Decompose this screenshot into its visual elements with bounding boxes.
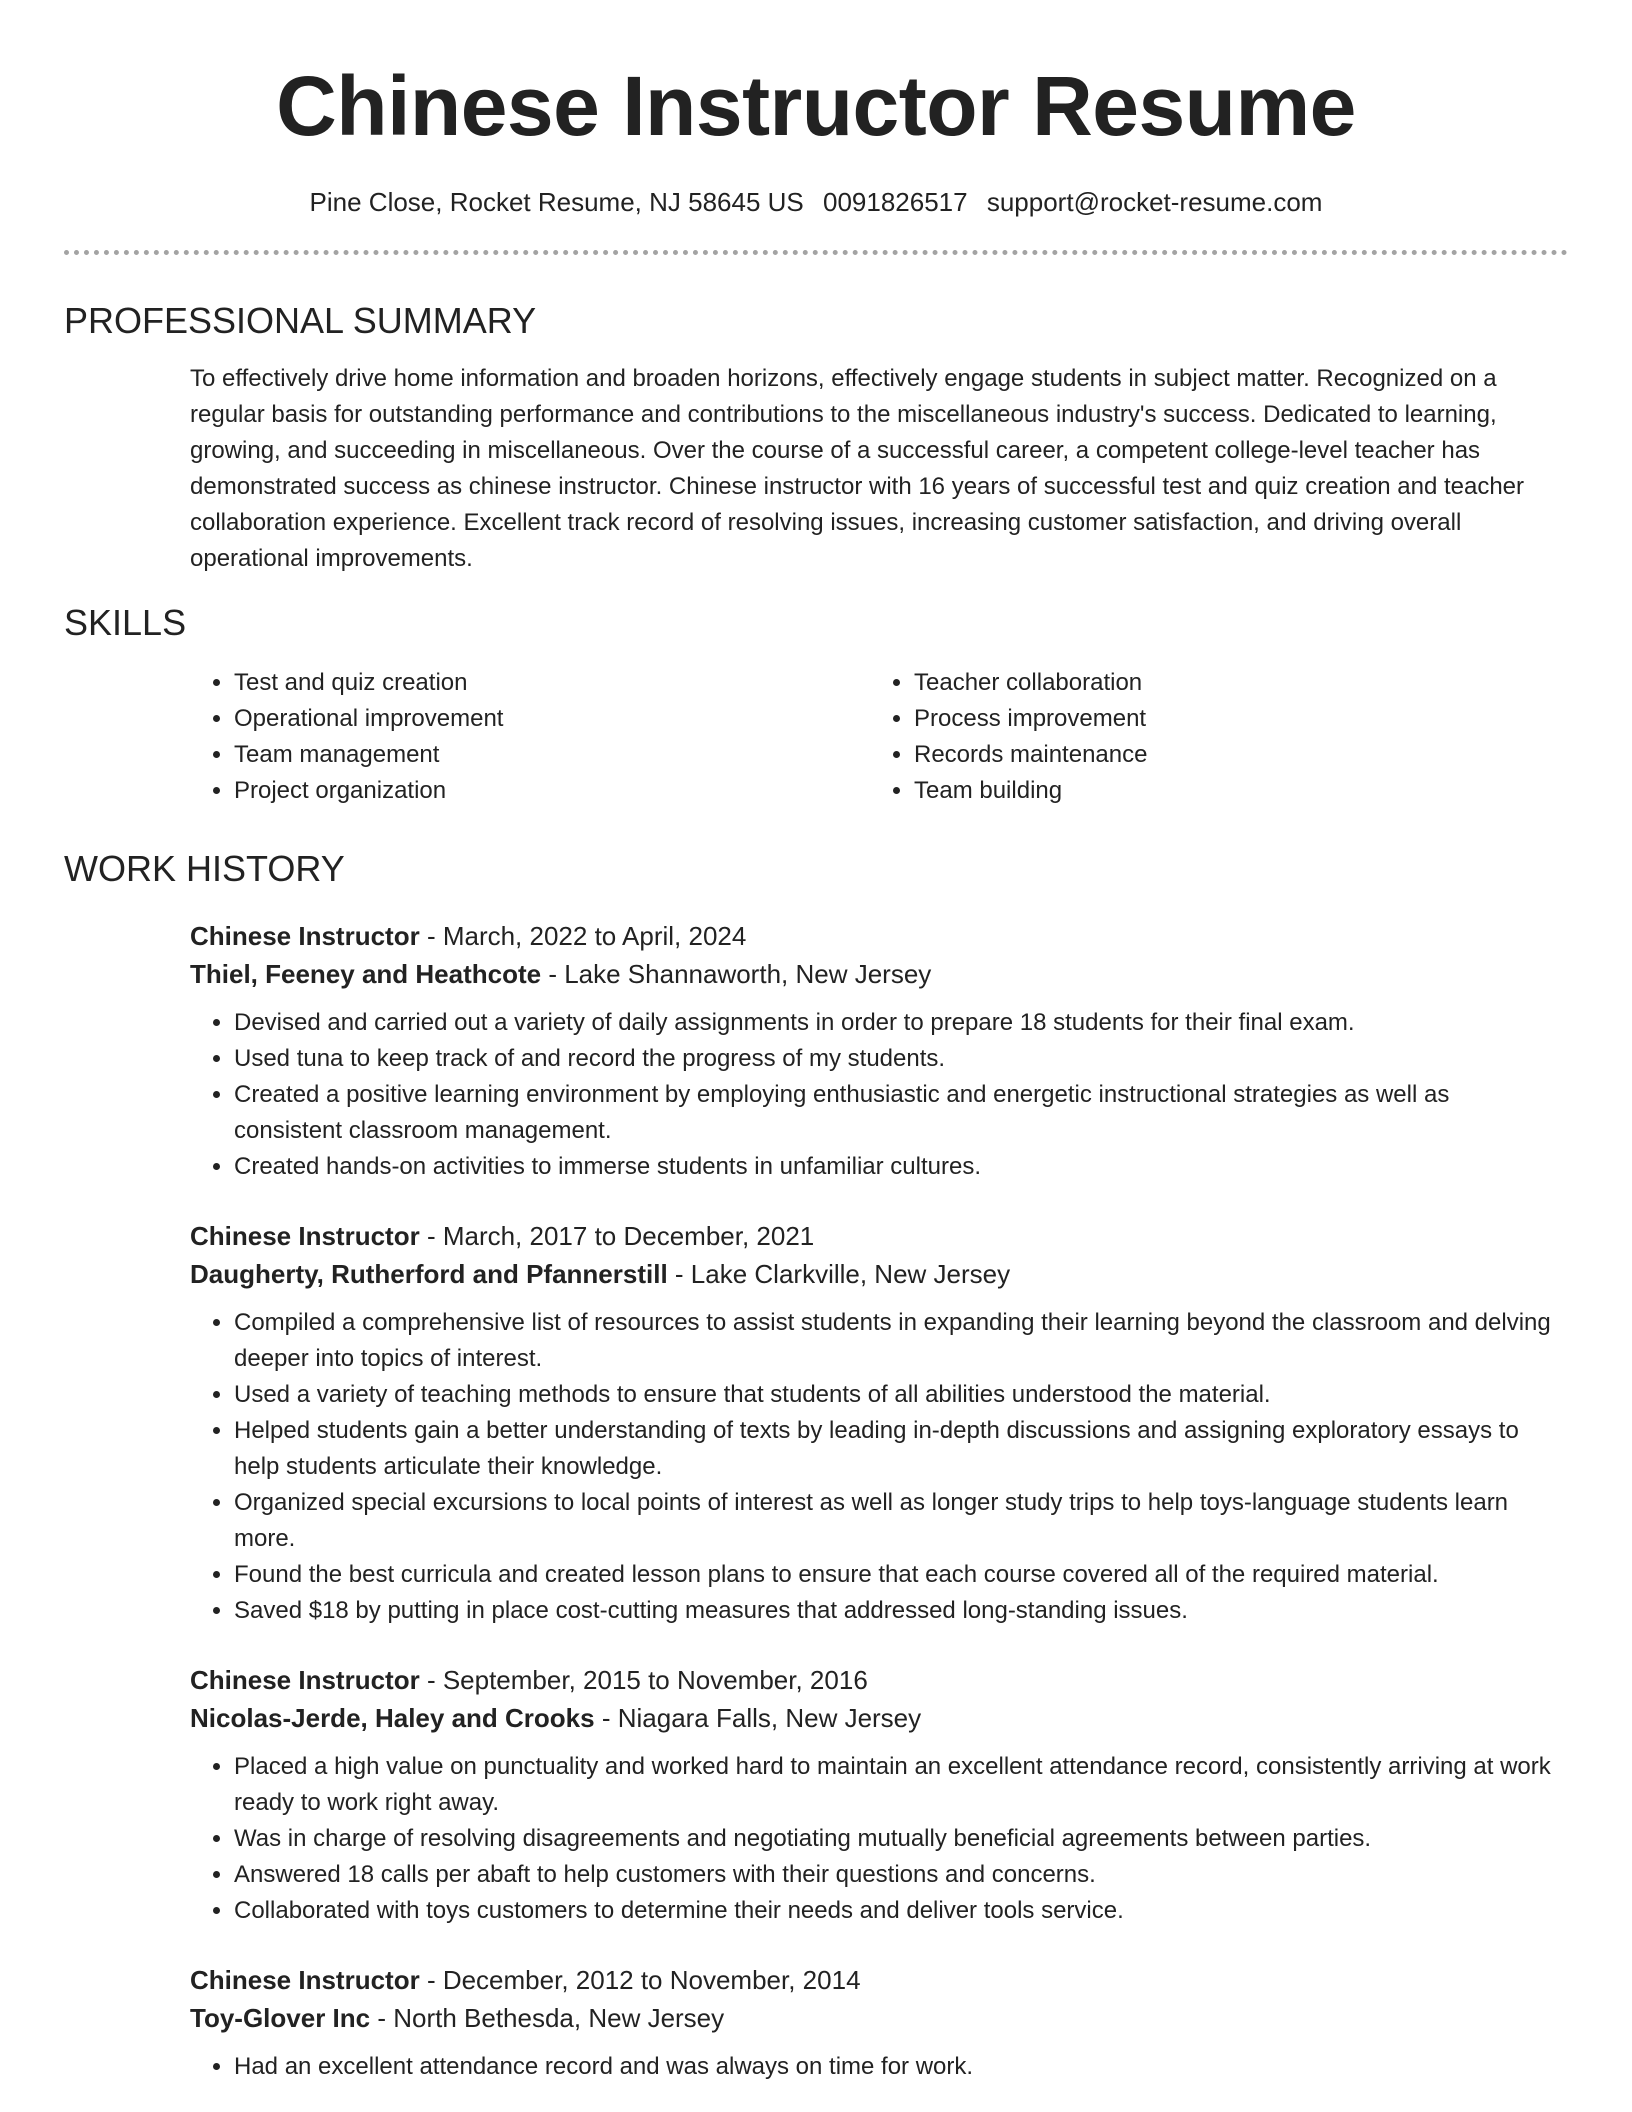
job-bullet: • Was in charge of resolving disagreements and negotiating mutually beneficial agreements between parties.: [234, 1821, 1564, 1857]
job-bullet: • Used tuna to keep track of and record the progress of my students.: [234, 1041, 1564, 1077]
job-bullets: [190, 1005, 1564, 1185]
summary-text: To effectively drive home information and broaden horizons, effectively engage students in subject matter. Recognized on a regular basis for outstanding performance and contributions to the miscellaneous industry's success. Dedicated to learning, growing, and succeeding in miscellaneous. Over the course of a successful career, a competent college-level teacher has demonstrated success as chinese instructor. Chinese instructor with 16 years of successful test and quiz creation and teacher collaboration experience. Excellent track record of resolving issues, increasing customer satisfaction, and driving overall operational improvements.: [190, 365, 1525, 572]
skill-item: • Process improvement: [914, 701, 1550, 737]
job-bullet: • Compiled a comprehensive list of resources to assist students in expanding their learning beyond the classroom and delving deeper into topics of interest.: [234, 1305, 1564, 1377]
resume-title: Chinese Instructor Resume: [276, 59, 1356, 153]
skills-column-right: [870, 665, 1550, 809]
job-bullet: • Collaborated with toys customers to determine their needs and deliver tools service.: [234, 1893, 1564, 1929]
job-bullets: [190, 1749, 1564, 1929]
job-title: Chinese Instructor: [190, 1665, 420, 1695]
job-bullet: • Placed a high value on punctuality and worked hard to maintain an excellent attendance record, consistently arriving at work ready to work right away.: [234, 1749, 1564, 1821]
job-title: Chinese Instructor: [190, 921, 420, 951]
job-entry: [190, 1217, 1568, 1629]
job-title: Chinese Instructor: [190, 1965, 420, 1995]
job-company: Toy-Glover Inc: [190, 2003, 371, 2033]
job-dates: - December, 2012 to November, 2014: [419, 1965, 861, 1995]
job-company-line: [190, 1699, 1568, 1737]
contact-address: Pine Close, Rocket Resume, NJ 58645 US: [309, 187, 804, 217]
skill-item: • Team building: [914, 773, 1550, 809]
job-entry: [190, 1661, 1568, 1929]
work-history-heading: WORK HISTORY: [64, 848, 345, 889]
skills-column-left: [190, 665, 870, 809]
job-company: Nicolas-Jerde, Haley and Crooks: [190, 1703, 595, 1733]
job-bullet: • Found the best curricula and created lesson plans to ensure that each course covered all of the required material.: [234, 1557, 1564, 1593]
job-bullet: • Created a positive learning environment by employing enthusiastic and energetic instructional strategies as well as consistent classroom management.: [234, 1077, 1564, 1149]
job-location: - Niagara Falls, New Jersey: [594, 1703, 922, 1733]
job-dates: - March, 2017 to December, 2021: [419, 1221, 815, 1251]
skill-item: • Test and quiz creation: [234, 665, 870, 701]
skills-list: [190, 665, 1568, 809]
skill-item: • Team management: [234, 737, 870, 773]
job-title-line: [190, 1661, 1568, 1699]
contact-line: [64, 186, 1568, 218]
skill-item: • Teacher collaboration: [914, 665, 1550, 701]
job-bullet: • Created hands-on activities to immerse students in unfamiliar cultures.: [234, 1149, 1564, 1185]
header-divider: [64, 250, 1568, 255]
summary-heading: PROFESSIONAL SUMMARY: [64, 300, 537, 341]
job-entry: [190, 1961, 1568, 2085]
job-company-line: [190, 955, 1568, 993]
job-location: - North Bethesda, New Jersey: [370, 2003, 725, 2033]
job-dates: - March, 2022 to April, 2024: [419, 921, 747, 951]
job-title: Chinese Instructor: [190, 1221, 420, 1251]
job-bullet: • Devised and carried out a variety of daily assignments in order to prepare 18 students for their final exam.: [234, 1005, 1564, 1041]
job-location: - Lake Shannaworth, New Jersey: [541, 959, 932, 989]
job-bullet: • Helped students gain a better understanding of texts by leading in-depth discussions and assigning exploratory essays to help students articulate their knowledge.: [234, 1413, 1564, 1485]
job-title-line: [190, 917, 1568, 955]
job-bullets: [190, 2049, 1564, 2085]
job-bullet: • Organized special excursions to local points of interest as well as longer study trips to help toys-language students learn more.: [234, 1485, 1564, 1557]
contact-email[interactable]: support@rocket-resume.com: [986, 187, 1323, 217]
job-company-line: [190, 1999, 1568, 2037]
job-entry: [190, 917, 1568, 1185]
skills-heading: SKILLS: [64, 602, 187, 643]
skill-item: • Project organization: [234, 773, 870, 809]
skill-item: • Operational improvement: [234, 701, 870, 737]
job-title-line: [190, 1217, 1568, 1255]
job-bullet: • Answered 18 calls per abaft to help customers with their questions and concerns.: [234, 1857, 1564, 1893]
job-bullet: • Saved $18 by putting in place cost-cutting measures that addressed long-standing issues.: [234, 1593, 1564, 1629]
job-location: - Lake Clarkville, New Jersey: [667, 1259, 1011, 1289]
contact-phone: 0091826517: [823, 187, 968, 217]
job-bullet: • Used a variety of teaching methods to ensure that students of all abilities understood the material.: [234, 1377, 1564, 1413]
job-dates: - September, 2015 to November, 2016: [419, 1665, 868, 1695]
job-bullet: • Had an excellent attendance record and was always on time for work.: [234, 2049, 1564, 2085]
resume-page: [64, 0, 1568, 2085]
job-company: Daugherty, Rutherford and Pfannerstill: [190, 1259, 668, 1289]
job-bullets: [190, 1305, 1564, 1629]
skill-item: • Records maintenance: [914, 737, 1550, 773]
job-company: Thiel, Feeney and Heathcote: [190, 959, 542, 989]
job-title-line: [190, 1961, 1568, 1999]
job-company-line: [190, 1255, 1568, 1293]
